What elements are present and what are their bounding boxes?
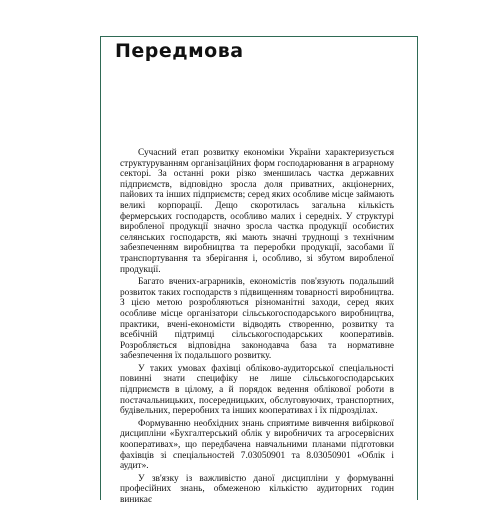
paragraph: Сучасний етап розвитку економіки України характеризується структуруванням організаційних форм господарювання в аграрному секторі. За останні роки різко зменшилась частка державних підприємств, відповідно зросла доля приватних, акціонерних, пайових та інших підприємств; серед яких особливе місце займають великі корпорації. Дещо скоротилась загальна кількість фермерських господарств, особливо малих і середніх. У структурі виробленої продукції значно зросла частка продукції особистих селянських господарств, які мають значні труднощі з технічним забезпеченням виробництва та переробки продукції, засобами її транспортування та зберігання і, особливо, зі збутом виробленої продукції. <box>120 148 394 275</box>
body-text <box>120 148 394 506</box>
paragraph: Багато вчених-аграрників, економістів пов'язують подальший розвиток таких господарств з підвищенням товарності виробництва. З цією метою розробляються різноманітні заходи, серед яких особливе місце організатори сільськогосподарського виробництва, практики, вчені-економісти відводять створенню, розвитку та всебічній підтримці сільськогосподарських кооперативів. Розробляється відповідна законодавча база та нормативне забезпечення їх подальшого розвитку. <box>120 277 394 362</box>
page-title: Передмова <box>115 40 244 62</box>
paragraph: У таких умовах фахівці обліково-аудиторської спеціальності повинні знати специфіку не лише сільськогосподарських підприємств в цілому, а й порядок ведення облікової роботи в постачальницьких, посередницьких, обслуговуючих, транспортних, будівельних, переробних та інших кооперативах і їх підрозділах. <box>120 363 394 417</box>
paragraph: Формуванню необхідних знань сприятиме вивчення вибіркової дисципліни «Бухгалтерський облік у виробничих та агросервісних кооперативах», що передбачена навчальними планами підготовки фахівців зі спеціальностей 7.03050901 та 8.03050901 «Облік і аудит». <box>120 418 394 472</box>
paragraph: У зв'язку із важливістю даної дисципліни у формуванні професійних знань, обмеженою кількістю аудиторних годин виникає <box>120 473 394 505</box>
